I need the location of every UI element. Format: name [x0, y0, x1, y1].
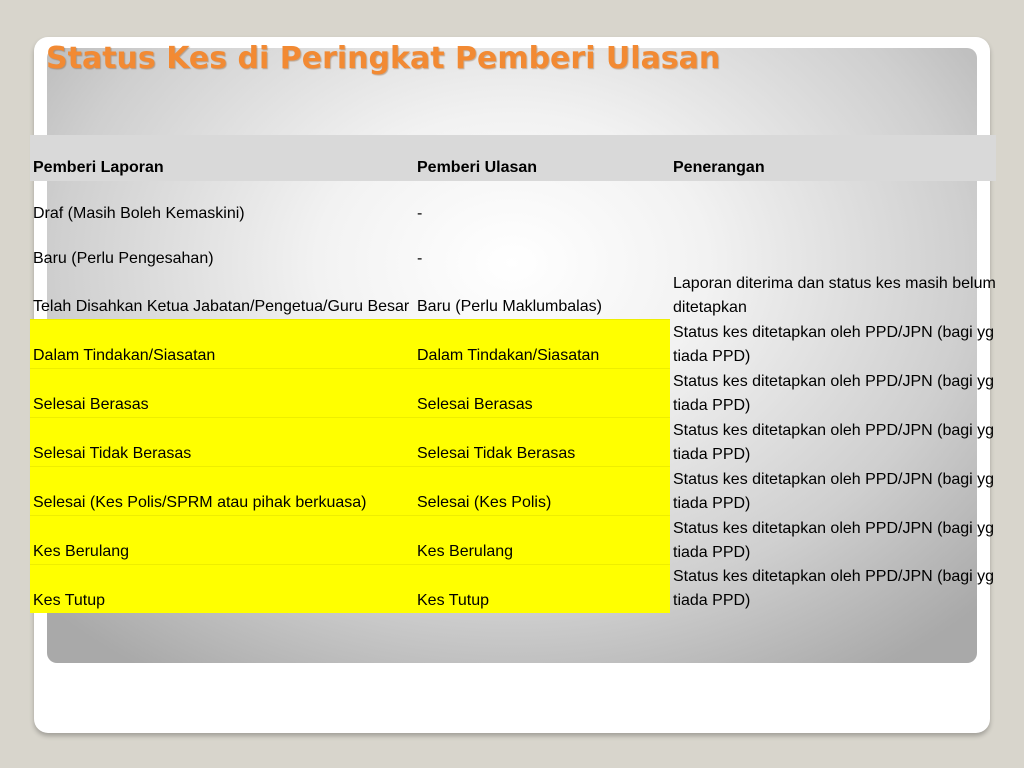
cell-reporter: Kes Tutup — [30, 565, 414, 614]
table-row-highlighted — [30, 467, 996, 516]
cell-reviewer: - — [417, 205, 423, 222]
table-row — [30, 271, 996, 320]
table-row — [30, 226, 996, 271]
cell-reviewer: Dalam Tindakan/Siasatan — [414, 320, 670, 369]
cell-reporter: Selesai Tidak Berasas — [30, 418, 414, 467]
cell-description — [670, 181, 996, 226]
cell-reporter: Draf (Masih Boleh Kemaskini) — [33, 205, 245, 222]
cell-reviewer: - — [417, 250, 423, 267]
table-row — [30, 181, 996, 226]
table-row-highlighted — [30, 418, 996, 467]
cell-reporter: Baru (Perlu Pengesahan) — [33, 250, 214, 267]
cell-description: Status kes ditetapkan oleh PPD/JPN (bagi yg tiada PPD) — [673, 372, 995, 414]
slide-title: Status Kes di Peringkat Pemberi Ulasan — [46, 41, 721, 76]
cell-reviewer: Baru (Perlu Maklumbalas) — [417, 298, 602, 315]
cell-reviewer: Selesai Tidak Berasas — [414, 418, 670, 467]
cell-reporter: Selesai (Kes Polis/SPRM atau pihak berkuasa) — [30, 467, 414, 516]
table-header-row — [30, 135, 996, 181]
cell-description: Laporan diterima dan status kes masih belum ditetapkan — [673, 274, 996, 316]
status-table — [30, 135, 996, 613]
header-description: Penerangan — [670, 135, 996, 181]
cell-description: Status kes ditetapkan oleh PPD/JPN (bagi yg tiada PPD) — [673, 568, 995, 609]
table-row-highlighted — [30, 369, 996, 418]
cell-reviewer: Kes Berulang — [414, 516, 670, 565]
header-reporter: Pemberi Laporan — [30, 135, 414, 181]
cell-reporter: Telah Disahkan Ketua Jabatan/Pengetua/Guru Besar — [33, 298, 410, 315]
table-row-highlighted — [30, 565, 996, 614]
cell-reviewer: Selesai (Kes Polis) — [414, 467, 670, 516]
cell-reporter: Dalam Tindakan/Siasatan — [30, 320, 414, 369]
cell-description: Status kes ditetapkan oleh PPD/JPN (bagi yg tiada PPD) — [673, 519, 995, 561]
cell-reporter: Kes Berulang — [30, 516, 414, 565]
cell-description: Status kes ditetapkan oleh PPD/JPN (bagi yg tiada PPD) — [673, 421, 995, 463]
cell-description: Status kes ditetapkan oleh PPD/JPN (bagi yg tiada PPD) — [673, 323, 995, 365]
table-row-highlighted — [30, 516, 996, 565]
cell-reviewer: Selesai Berasas — [414, 369, 670, 418]
table-row-highlighted — [30, 320, 996, 369]
cell-description — [670, 226, 996, 271]
cell-reporter: Selesai Berasas — [30, 369, 414, 418]
cell-reviewer: Kes Tutup — [414, 565, 670, 614]
header-reviewer: Pemberi Ulasan — [414, 135, 670, 181]
cell-description: Status kes ditetapkan oleh PPD/JPN (bagi yg tiada PPD) — [673, 470, 995, 512]
